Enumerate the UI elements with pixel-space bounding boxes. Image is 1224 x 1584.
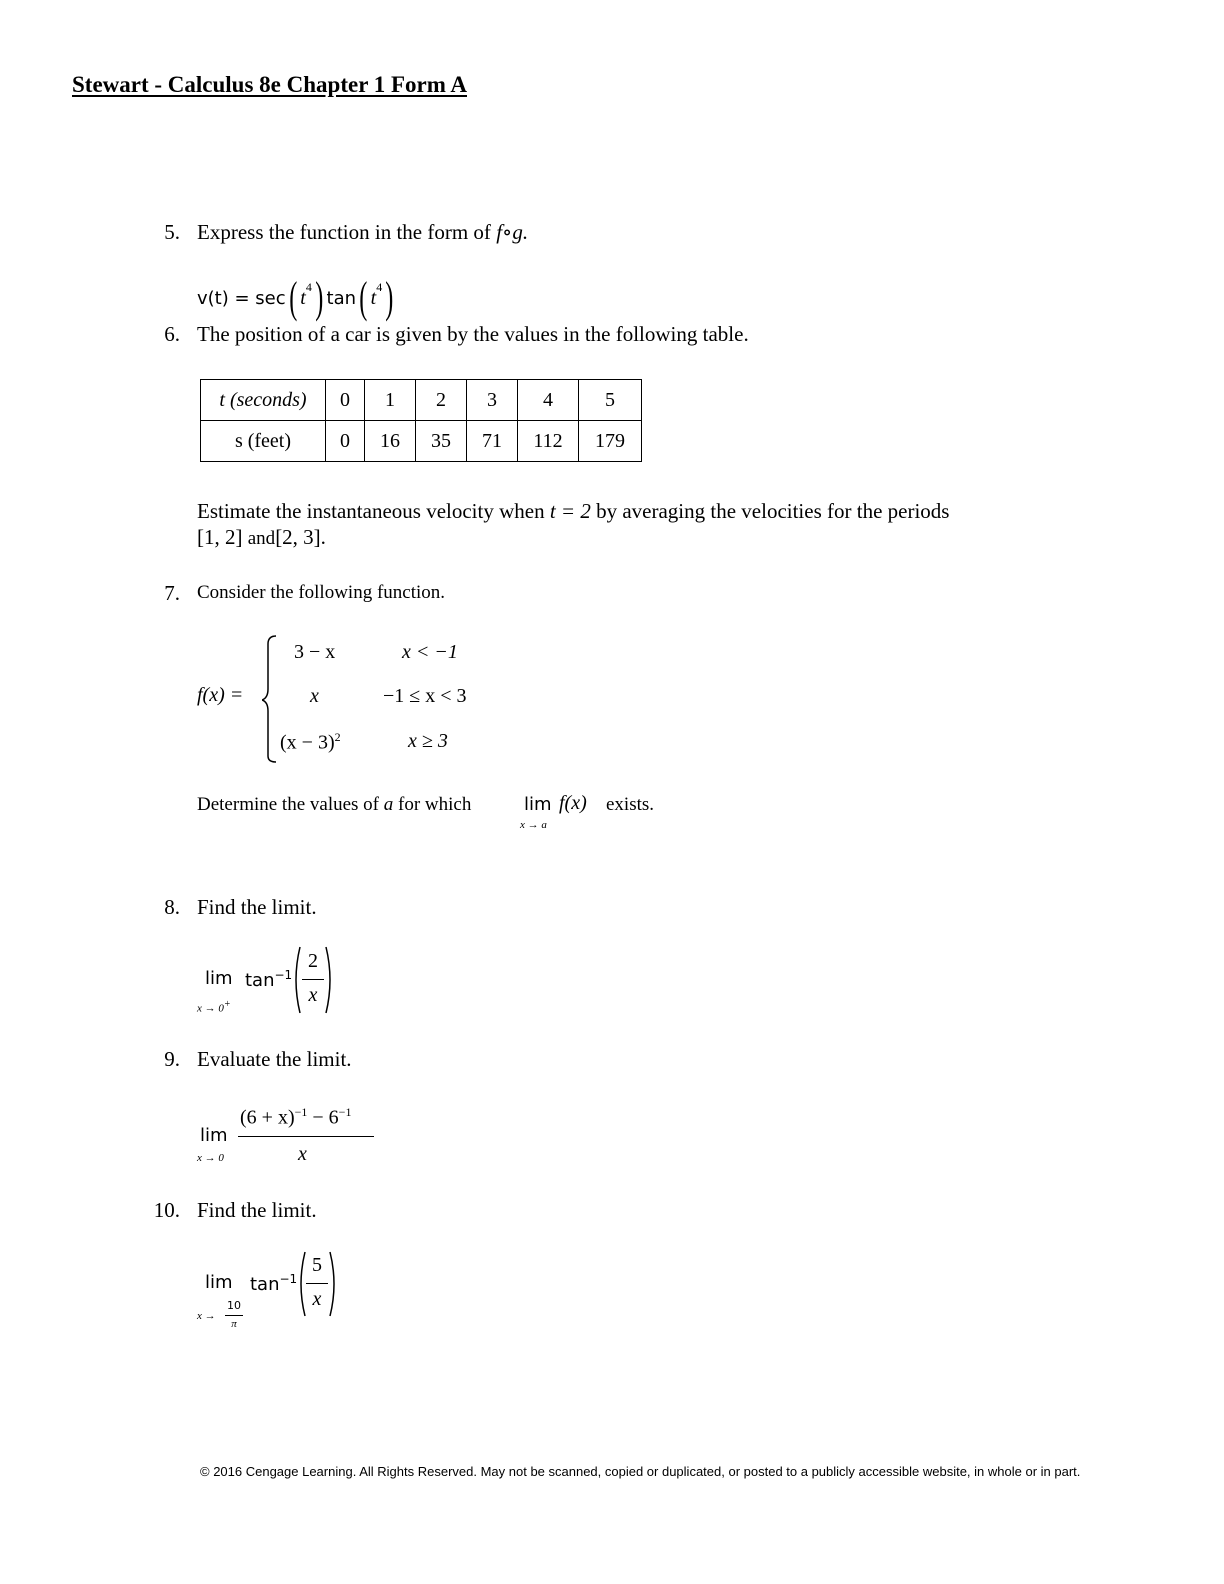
table-cell: 71 (467, 421, 518, 462)
q8-func (245, 968, 292, 991)
table-cell: 16 (365, 421, 416, 462)
formula-arg1: t (300, 286, 306, 309)
table-row (201, 380, 642, 421)
q8-lim-sub: x → 0 (197, 1002, 224, 1015)
q10-func-name: tan (250, 1274, 280, 1295)
formula-mid: tan (326, 287, 357, 309)
q8-lim-label: lim (205, 968, 233, 989)
q8-fraction-bar (302, 979, 324, 980)
table-cell: 35 (416, 421, 467, 462)
determine-text-b: for which (398, 794, 472, 815)
question-8-number: 8. (164, 895, 180, 919)
table-row (201, 421, 642, 462)
table-cell: 2 (416, 380, 467, 421)
piecewise-lhs (197, 684, 243, 707)
question-5-text (197, 220, 528, 245)
composition-symbol: f∘g. (496, 220, 529, 244)
right-paren-icon: ) (315, 273, 324, 322)
determine-text-c: exists. (606, 794, 655, 815)
q9-num-exp2: −1 (338, 1105, 352, 1119)
estimate-text-a: Estimate the instantaneous velocity when (197, 499, 545, 523)
q9-numerator (240, 1105, 351, 1130)
q9-denominator: x (298, 1143, 307, 1165)
piece-3-base: (x − 3) (280, 731, 335, 754)
q9-fraction-bar (238, 1136, 374, 1137)
determine-text-a: Determine the values of (197, 794, 380, 815)
estimate-text-b: by averaging the velocities for the periods (596, 499, 950, 523)
q10-numerator: 5 (312, 1254, 322, 1276)
interval-2: [2, 3]. (275, 525, 326, 549)
question-7-text: Consider the following function. (197, 582, 446, 603)
right-paren-icon: ) (385, 273, 394, 322)
q10-denominator: x (312, 1288, 322, 1310)
lim-label: lim (524, 794, 552, 815)
lim-expr: f(x) (559, 792, 587, 814)
question-9-text: Evaluate the limit. (197, 1047, 352, 1071)
q9-num-base: (6 + x) (240, 1106, 295, 1129)
q8-numerator: 2 (308, 950, 318, 972)
question-6-text: The position of a car is given by the values in the following table. (197, 322, 749, 346)
piece-1-cond: x < −1 (402, 641, 458, 663)
table-cell: 5 (579, 380, 642, 421)
q8-func-exp: −1 (274, 968, 293, 982)
table-cell: 179 (579, 421, 642, 462)
q8-denominator: x (308, 984, 318, 1006)
left-paren-icon (295, 1250, 307, 1318)
left-brace-icon (262, 634, 282, 764)
estimate-var: t = 2 (549, 499, 591, 523)
piece-1-expr: 3 − x (294, 641, 336, 663)
table-cell: 4 (518, 380, 579, 421)
piece-2-cond: −1 ≤ x < 3 (383, 685, 467, 707)
table-cell: 3 (467, 380, 518, 421)
interval-and: and (247, 528, 276, 549)
table-cell: 1 (365, 380, 416, 421)
question-6-number: 6. (164, 322, 180, 346)
question-7-number: 7. (164, 581, 180, 605)
q10-lim-sub-den: π (231, 1318, 237, 1330)
table-cell: 112 (518, 421, 579, 462)
lim-subscript: x → a (520, 819, 547, 831)
page-title: Stewart - Calculus 8e Chapter 1 Form A (72, 72, 467, 97)
q9-lim-subscript: x → 0 (197, 1152, 224, 1164)
row-header-t: t (seconds) (201, 380, 326, 421)
right-paren-icon (324, 945, 336, 1015)
piece-3-cond: x ≥ 3 (408, 730, 448, 752)
question-10-number: 10. (153, 1198, 180, 1222)
q9-num-minus: − 6 (312, 1106, 339, 1129)
q8-lim-sup: + (223, 999, 231, 1010)
question-5-number: 5. (164, 220, 180, 244)
table-cell: 0 (326, 380, 365, 421)
row-header-s: s (feet) (201, 421, 326, 462)
question-5-prompt: Express the function in the form of (197, 220, 491, 244)
question-7-determine (197, 794, 471, 816)
determine-var: a (383, 794, 394, 815)
right-paren-icon (328, 1250, 340, 1318)
q10-func-exp: −1 (279, 1272, 298, 1286)
q8-func-name: tan (245, 970, 275, 991)
question-6-intervals (197, 525, 326, 550)
q10-lim-label: lim (205, 1272, 233, 1293)
question-5-formula (197, 273, 397, 322)
piecewise-lhs-text: f(x) = (197, 684, 244, 706)
formula-exp2: 4 (376, 280, 383, 294)
question-9-number: 9. (164, 1047, 180, 1071)
q10-lim-sub-bar (225, 1315, 243, 1316)
question-6-estimate (197, 499, 949, 524)
interval-1: [1, 2] (197, 525, 243, 549)
q9-num-exp: −1 (294, 1105, 308, 1119)
left-paren-icon (290, 945, 302, 1015)
left-paren-icon: ( (288, 273, 297, 322)
q8-lim-subscript (197, 999, 231, 1015)
q9-lim-label: lim (200, 1125, 228, 1146)
q10-lim-sub-num: 10 (227, 1299, 241, 1312)
formula-lhs: v(t) = sec (197, 287, 286, 309)
table-cell: 0 (326, 421, 365, 462)
formula-exp1: 4 (305, 280, 312, 294)
q10-fraction-bar (306, 1283, 328, 1284)
piece-2-expr: x (310, 685, 319, 707)
left-paren-icon: ( (359, 273, 368, 322)
piece-3-exp: 2 (334, 730, 341, 744)
formula-arg2: t (370, 286, 377, 309)
q10-func (250, 1272, 297, 1295)
position-table (200, 379, 642, 462)
question-8-text: Find the limit. (197, 895, 317, 919)
piece-3-expr (280, 730, 341, 755)
question-10-text: Find the limit. (197, 1198, 317, 1222)
copyright-footer: © 2016 Cengage Learning. All Rights Reserved. May not be scanned, copied or duplicated, or posted to a publicly accessible website, in whole or in part. (200, 1464, 1081, 1479)
q10-lim-sub-arrow: x → (197, 1310, 216, 1322)
